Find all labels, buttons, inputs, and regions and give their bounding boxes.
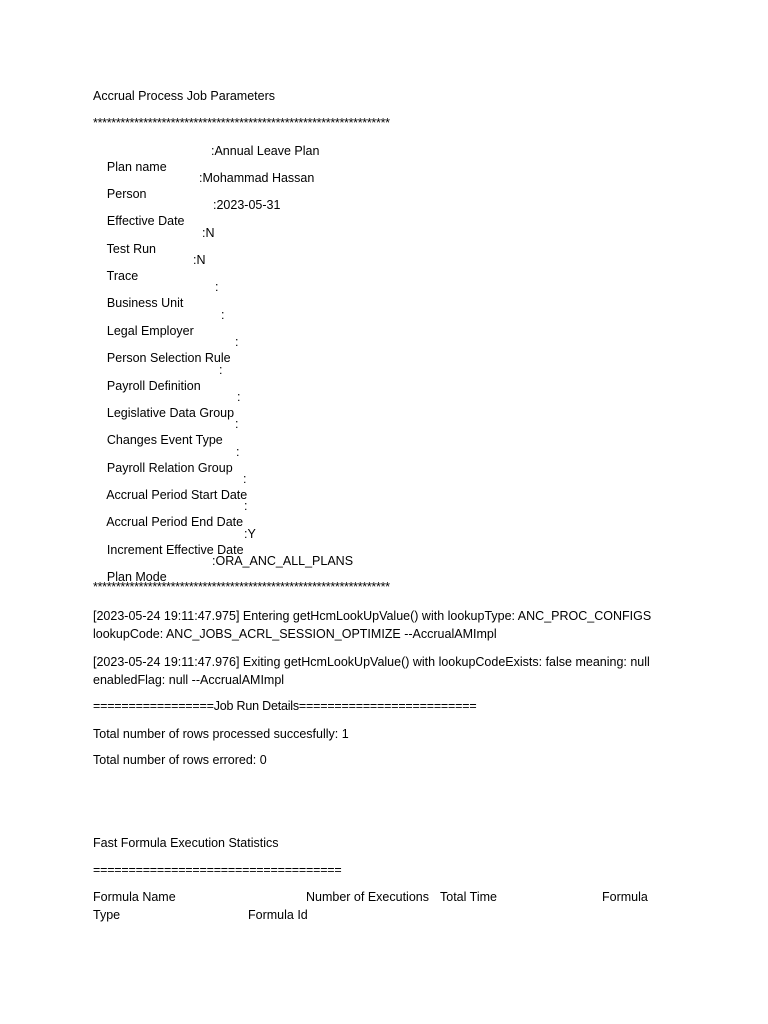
param-trace: Trace :N <box>106 253 206 283</box>
param-person-selection-rule: Person Selection Rule : <box>106 335 239 365</box>
job-run-details-heading: =================Job Run Details========================= <box>93 699 477 713</box>
header-formula: Formula <box>602 890 648 904</box>
header-formula-name: Formula Name <box>93 890 176 904</box>
param-accrual-period-end-date: Accrual Period End Date : <box>106 499 248 529</box>
ff-table-header <box>93 889 683 923</box>
document-page <box>93 0 683 1024</box>
param-legal-employer: Legal Employer : <box>106 308 225 338</box>
rows-errored: Total number of rows errored: 0 <box>93 753 267 767</box>
param-changes-event-type: Changes Event Type : <box>106 417 239 447</box>
param-increment-effective-date: Increment Effective Date :Y <box>106 527 256 557</box>
param-payroll-definition: Payroll Definition : <box>106 363 223 393</box>
param-payroll-relation-group: Payroll Relation Group : <box>106 445 240 475</box>
ff-separator: =================================== <box>93 863 342 877</box>
param-test-run: Test Run :N <box>106 226 215 256</box>
log-line-entering: [2023-05-24 19:11:47.975] Entering getHcmLookUpValue() with lookupType: ANC_PROC_CONFIGS lookupCode: ANC_JOBS_ACRL_SESSION_OPTIMIZE --AccrualAMImpl <box>93 609 652 641</box>
header-number-of-executions: Number of Executions <box>306 890 429 904</box>
header-total-time: Total Time <box>440 890 497 904</box>
param-accrual-period-start-date: Accrual Period Start Date : <box>106 472 248 502</box>
separator-stars-top: ***************************************************************** <box>93 116 390 130</box>
param-plan-name: Plan name :Annual Leave Plan <box>106 144 320 174</box>
log-line-exiting: [2023-05-24 19:11:47.976] Exiting getHcmLookUpValue() with lookupCodeExists: false meaning: null enabledFlag: null --AccrualAMImpl <box>93 655 650 687</box>
param-plan-mode: Plan Mode :ORA_ANC_ALL_PLANS <box>106 554 354 584</box>
rows-processed: Total number of rows processed succesfully: 1 <box>93 727 349 741</box>
separator-stars-bottom: ***************************************************************** <box>93 580 390 594</box>
header-formula-id: Formula Id <box>248 908 308 922</box>
header-type: Type <box>93 908 121 922</box>
param-legislative-data-group: Legislative Data Group : <box>106 390 241 420</box>
param-effective-date: Effective Date :2023-05-31 <box>106 198 281 228</box>
param-person: Person :Mohammad Hassan <box>106 171 315 201</box>
ff-stats-title: Fast Formula Execution Statistics <box>93 836 279 850</box>
param-business-unit: Business Unit : <box>106 280 219 310</box>
page-title: Accrual Process Job Parameters <box>93 89 276 103</box>
